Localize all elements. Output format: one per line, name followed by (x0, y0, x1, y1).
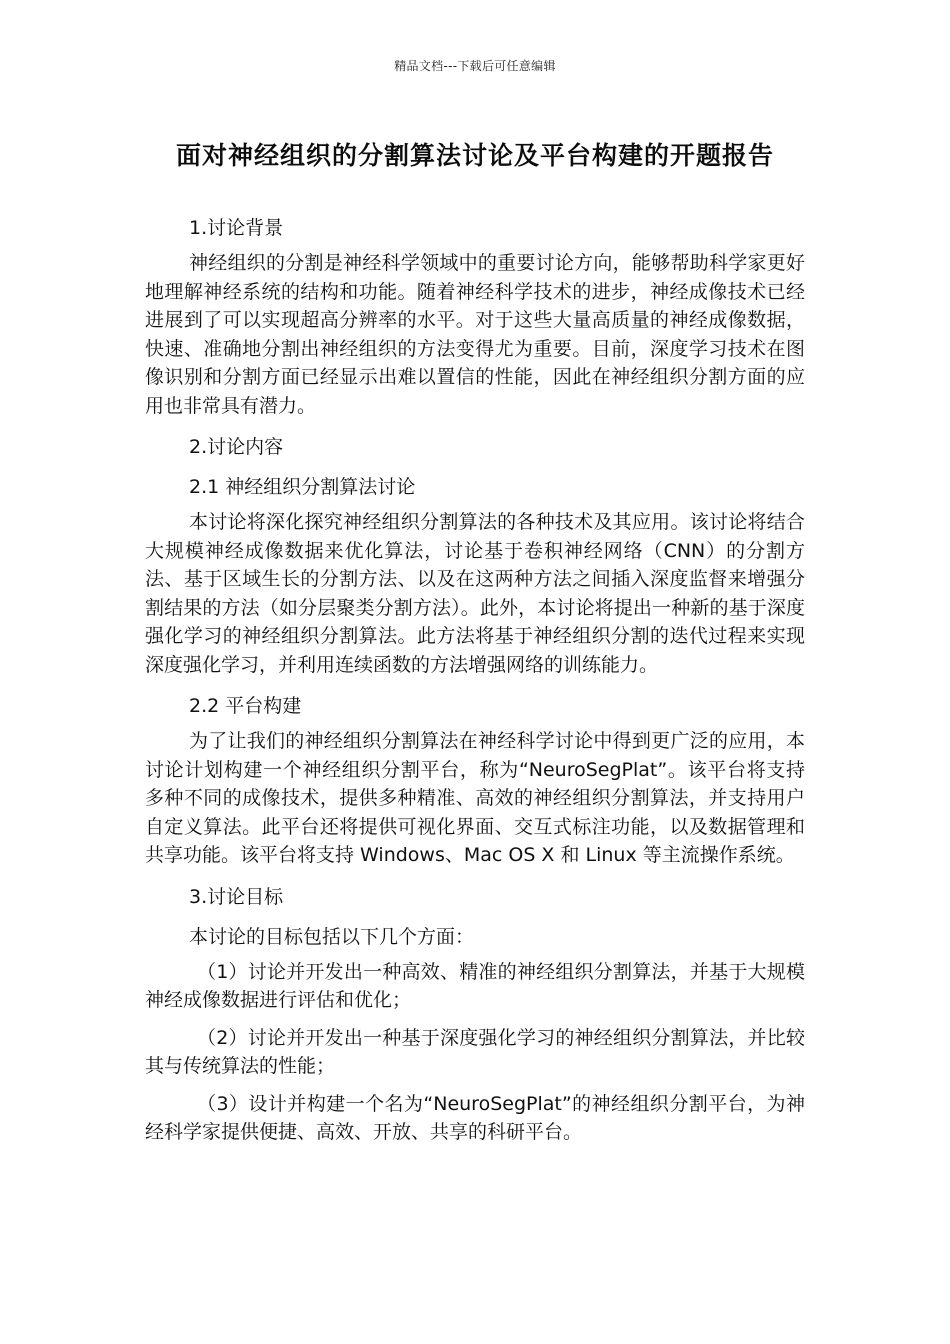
subsection-heading-platform: 2.2 平台构建 (189, 695, 302, 717)
paragraph-background: 神经组织的分割是神经科学领域中的重要讨论方向，能够帮助科学家更好地理解神经系统的结构和功能。随着神经科学技术的进步，神经成像技术已经进展到了可以实现超高分辨率的水平。对于这些大量高质量的神经成像数据，快速、准确地分割出神经组织的方法变得尤为重要。目前，深度学习技术在图像识别和分割方面已经显示出难以置信的性能，因此在神经组织分割方面的应用也非常具有潜力。 (145, 252, 805, 417)
goal-item-1: （1）讨论并开发出一种高效、精准的神经组织分割算法，并基于大规模神经成像数据进行评估和优化； (145, 960, 805, 1011)
section-heading-content: 2.讨论内容 (189, 436, 284, 458)
document-body (145, 209, 805, 1156)
document-title: 面对神经组织的分割算法讨论及平台构建的开题报告 (175, 141, 774, 170)
goals-intro: 本讨论的目标包括以下几个方面： (189, 925, 475, 948)
paragraph-platform: 为了让我们的神经组织分割算法在神经科学讨论中得到更广泛的应用，本讨论计划构建一个神经组织分割平台，称为“NeuroSegPlat”。该平台将支持多种不同的成像技术，提供多种精准、高效的神经组织分割算法，并支持用户自定义算法。此平台还将提供可视化界面、交互式标注功能，以及数据管理和共享功能。该平台将支持 Windows、Mac OS X 和 Linux 等主流操作系统。 (145, 730, 805, 866)
header-note: 精品文档---下载后可任意编辑 (394, 59, 556, 73)
section-heading-background: 1.讨论背景 (189, 217, 284, 239)
goal-item-3: （3）设计并构建一个名为“NeuroSegPlat”的神经组织分割平台，为神经科学家提供便捷、高效、开放、共享的科研平台。 (145, 1092, 805, 1143)
paragraph-algorithm: 本讨论将深化探究神经组织分割算法的各种技术及其应用。该讨论将结合大规模神经成像数据来优化算法，讨论基于卷积神经网络（CNN）的分割方法、基于区域生长的分割方法、以及在这两种方法之间插入深度监督来增强分割结果的方法（如分层聚类分割方法）。此外，本讨论将提出一种新的基于深度强化学习的神经组织分割算法。此方法将基于神经组织分割的迭代过程来实现深度强化学习，并利用连续函数的方法增强网络的训练能力。 (145, 511, 805, 676)
section-heading-goals: 3.讨论目标 (189, 885, 284, 908)
subsection-heading-algorithm: 2.1 神经组织分割算法讨论 (189, 476, 416, 498)
goal-item-2: （2）讨论并开发出一种基于深度强化学习的神经组织分割算法，并比较其与传统算法的性能； (145, 1026, 805, 1077)
